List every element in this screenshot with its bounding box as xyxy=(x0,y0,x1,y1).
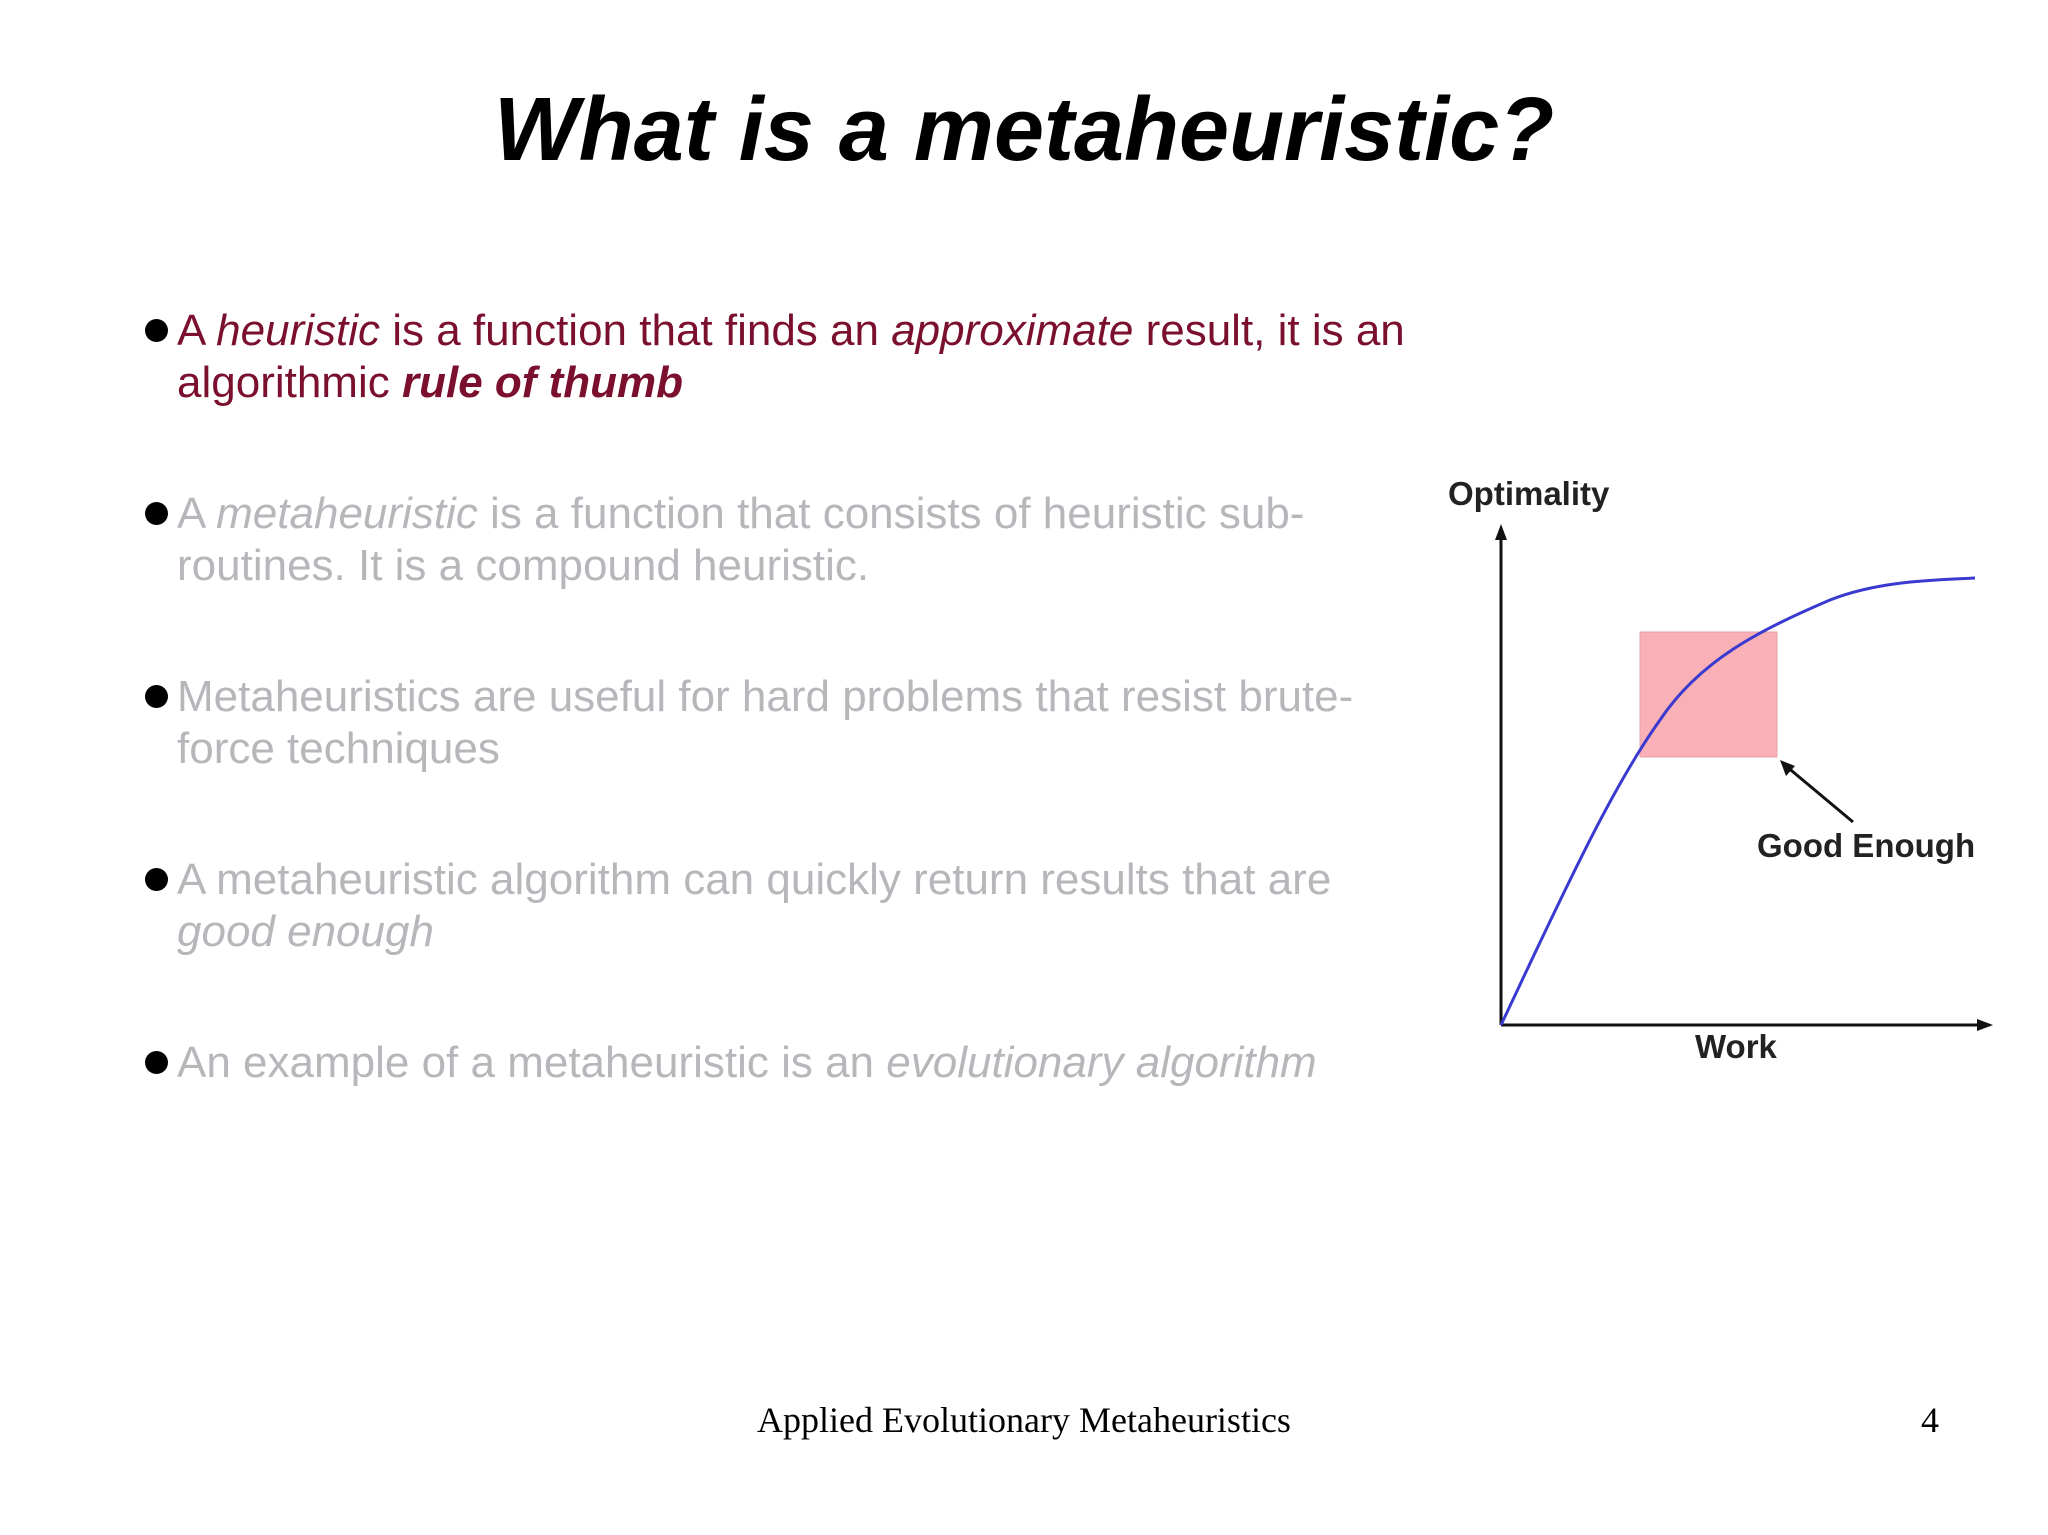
good-enough-region xyxy=(1640,632,1777,757)
bullet-text xyxy=(177,1038,1317,1087)
bullet-segment: A metaheuristic algorithm can quickly return results that are xyxy=(177,855,1332,904)
bullet-segment: Metaheuristics are useful for hard problems that resist brute-force techniques xyxy=(177,672,1354,773)
bullet-item xyxy=(145,1037,1435,1089)
bullet-dot-icon xyxy=(145,502,168,525)
slide-title: What is a metaheuristic? xyxy=(493,80,1555,180)
x-axis-label: Work xyxy=(1695,1028,1777,1065)
annotation-arrow-icon xyxy=(1780,760,1795,776)
bullet-dot-icon xyxy=(145,685,168,708)
bullet-text xyxy=(177,306,1405,407)
bullet-segment: result, it is an algorithmic xyxy=(177,306,1405,407)
y-axis-arrow-icon xyxy=(1495,524,1507,540)
bullet-text xyxy=(177,855,1331,956)
bullet-segment: rule of thumb xyxy=(401,358,684,407)
bullet-text xyxy=(177,489,1304,590)
bullet-dot-icon xyxy=(145,1051,168,1074)
bullet-segment: A xyxy=(177,489,217,538)
footer-title: Applied Evolutionary Metaheuristics xyxy=(757,1400,1291,1440)
bullet-segment: good enough xyxy=(177,907,434,956)
page-number: 4 xyxy=(1921,1400,1939,1440)
bullet-item xyxy=(145,305,1435,409)
bullet-list xyxy=(145,305,1435,1168)
bullet-segment: is a function that consists of heuristic sub-routines. It is a compound heuristic. xyxy=(177,489,1305,590)
bullet-segment: heuristic xyxy=(216,306,380,355)
bullet-segment: evolutionary algorithm xyxy=(886,1038,1317,1087)
good-enough-label: Good Enough xyxy=(1757,827,1976,864)
bullet-item xyxy=(145,671,1435,775)
optimality-curve xyxy=(1501,578,1975,1025)
annotation-arrow-line xyxy=(1786,766,1853,822)
bullet-dot-icon xyxy=(145,319,168,342)
optimality-work-figure xyxy=(1400,460,2020,1100)
bullet-segment: A xyxy=(177,306,217,355)
bullet-segment: is a function that finds an xyxy=(380,306,892,355)
bullet-segment: An example of a metaheuristic is an xyxy=(177,1038,887,1087)
bullet-segment: approximate xyxy=(891,306,1134,355)
bullet-dot-icon xyxy=(145,868,168,891)
x-axis-arrow-icon xyxy=(1977,1019,1993,1031)
y-axis-label: Optimality xyxy=(1448,475,1610,512)
bullet-segment: metaheuristic xyxy=(216,489,478,538)
bullet-item xyxy=(145,854,1435,958)
bullet-text xyxy=(177,672,1353,773)
bullet-item xyxy=(145,488,1435,592)
